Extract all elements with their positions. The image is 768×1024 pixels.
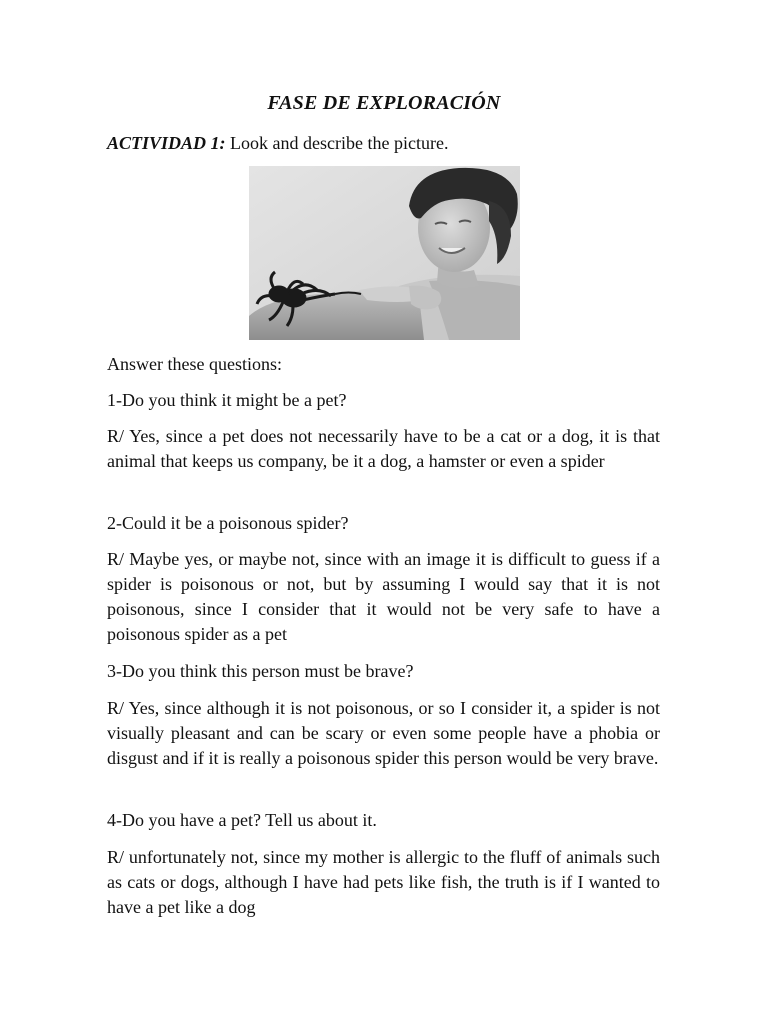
- question-1: 1-Do you think it might be a pet?: [107, 390, 347, 410]
- question-4: 4-Do you have a pet? Tell us about it.: [107, 810, 377, 830]
- answer-1: R/ Yes, since a pet does not necessarily have to be a cat or a dog, it is that animal that keeps us company, be it a dog, a hamster or even a spider: [107, 426, 660, 471]
- questions-intro: Answer these questions:: [107, 354, 282, 374]
- question-2: 2-Could it be a poisonous spider?: [107, 513, 349, 533]
- boy-with-spider-photo: [249, 166, 520, 340]
- page-title: FASE DE EXPLORACIÓN: [267, 92, 501, 114]
- activity-label: ACTIVIDAD 1:: [107, 133, 226, 153]
- activity-instruction: Look and describe the picture.: [225, 133, 449, 153]
- activity-heading: [107, 133, 448, 154]
- answer-2: R/ Maybe yes, or maybe not, since with an image it is difficult to guess if a spider is poisonous or not, but by assuming I would say that it is not poisonous, since I consider that it would not be very safe to have a poisonous spider as a pet: [107, 549, 660, 644]
- answer-4: R/ unfortunately not, since my mother is allergic to the fluff of animals such as cats or dogs, although I have had pets like fish, the truth is if I wanted to have a pet like a dog: [107, 847, 660, 917]
- answer-3: R/ Yes, since although it is not poisonous, or so I consider it, a spider is not visually pleasant and can be scary or even some people have a phobia or disgust and if it is really a poisonous spider this person would be very brave.: [107, 698, 660, 768]
- question-3: 3-Do you think this person must be brave?: [107, 661, 414, 681]
